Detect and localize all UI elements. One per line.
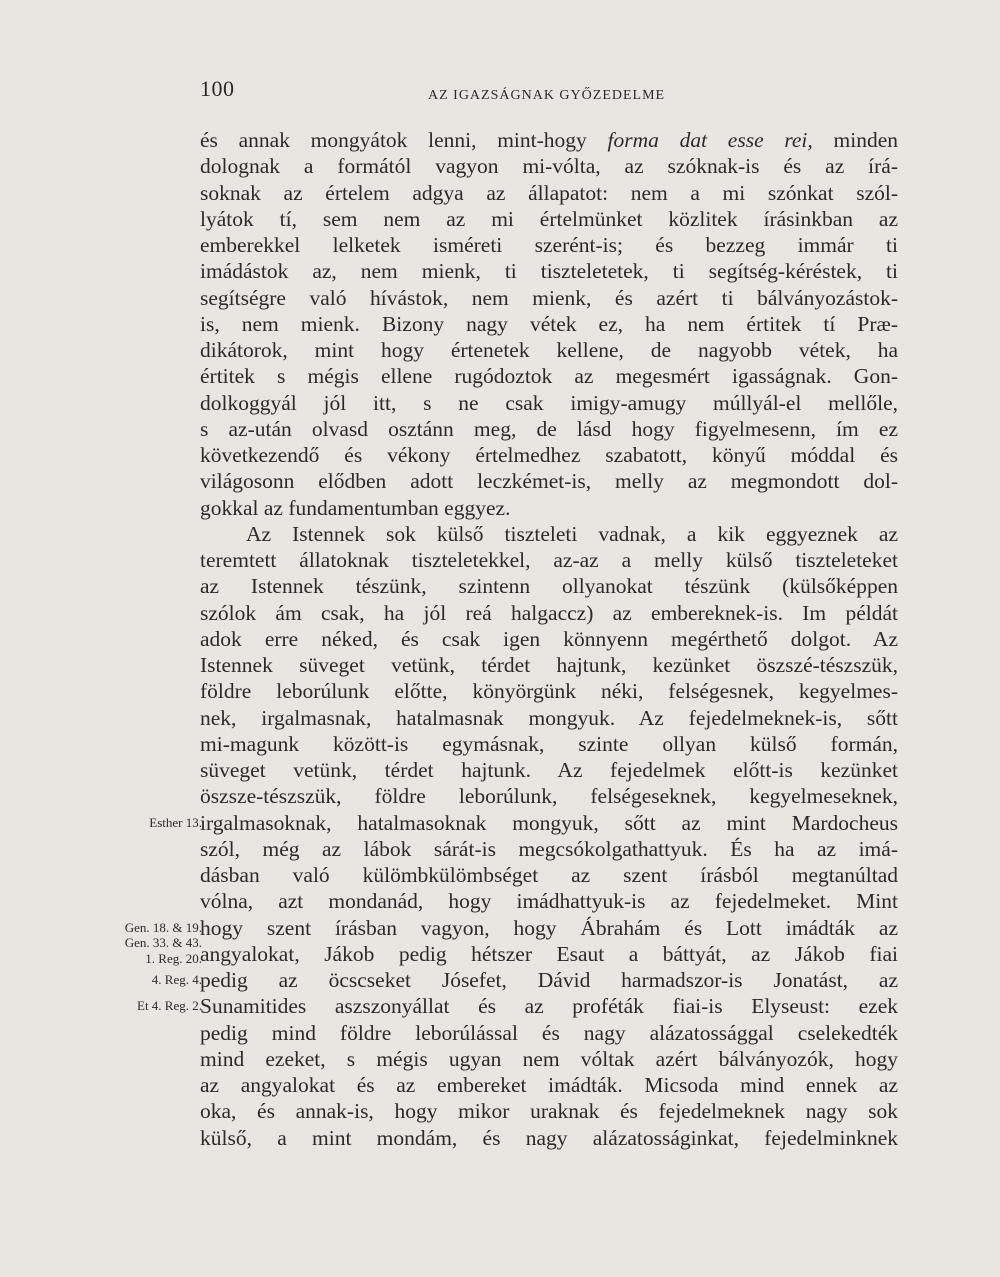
text-line: pedig mind földre leborúlással és nagy alázatossággal cselekedték	[200, 1020, 898, 1045]
text-line: az angyalokat és az embereket imádták. Micsoda mind ennek az	[200, 1073, 898, 1097]
text-line: oka, és annak-is, hogy mikor uraknak és fejedelmeknek nagy sok	[200, 1099, 898, 1124]
text-segment: és annak mongyátok lenni, mint-hogy	[200, 128, 608, 152]
margin-reference: 1. Reg. 20.	[145, 951, 202, 966]
text-line: irgalmasoknak, hatalmasoknak mongyuk, sőtt az mint Mardocheus	[200, 810, 898, 835]
text-line: Istennek süveget vetünk, térdet hajtunk, kezünket öszszé-tészszük,	[200, 653, 898, 677]
text-line: Sunamitides aszszonyállat és az proféták fiai-is Elyseust: ezek	[200, 994, 898, 1019]
text-line: külső, a mint mondám, és nagy alázatosságinkat, fejedelminknek	[200, 1125, 898, 1150]
text-line: értitek s mégis ellene rugódoztok az megesmért igasságnak. Gon-	[200, 364, 898, 389]
page-number: 100	[200, 76, 235, 101]
latin-phrase: forma dat esse rei,	[607, 128, 813, 152]
text-line: mi-magunk között-is egymásnak, szinte ollyan külső formán,	[200, 731, 898, 756]
text-line: teremtett állatoknak tiszteletekkel, az-az a melly külső tiszteleteket	[200, 548, 898, 572]
running-title: AZ IGAZSÁGNAK GYŐZEDELME	[428, 88, 666, 103]
text-line: soknak az értelem adgya az állapatot: nem a mi szónkat szól-	[200, 180, 898, 205]
text-line: dikátorok, mint hogy értenetek kellene, de nagyobb vétek, ha	[200, 338, 898, 362]
text-segment: minden	[812, 128, 898, 152]
text-line: mind ezeket, s mégis ugyan nem vóltak azért bálványozók, hogy	[200, 1046, 898, 1071]
text-line: gokkal az fundamentumban eggyez.	[200, 495, 511, 520]
text-line: adok erre néked, és csak igen könnyenn megérthető dolgot. Az	[200, 626, 898, 651]
text-line: dolognak a formától vagyon mi-vólta, az szóknak-is és az írá-	[200, 154, 898, 179]
text-line: dásban való külömbkülömbséget az szent írásból megtanúltad	[200, 863, 898, 887]
text-line: süveget vetünk, térdet hajtunk. Az fejedelmek előtt-is kezünket	[200, 758, 898, 782]
text-line: is, nem mienk. Bizony nagy vétek ez, ha nem értitek tí Præ-	[200, 311, 898, 336]
text-line: az Istennek tészünk, szintenn ollyanokat tészünk (külsőképpen	[200, 574, 898, 599]
text-line	[200, 127, 898, 153]
text-line: emberekkel lelketek isméreti szerént-is; és bezzeg immár ti	[200, 233, 898, 257]
text-line: nek, irgalmasnak, hatalmasnak mongyuk. Az fejedelmeknek-is, sőtt	[200, 705, 898, 730]
margin-reference: Gen. 18. & 19.	[124, 919, 202, 935]
text-line: s az-után olvasd osztánn meg, de lásd hogy figyelmesenn, ím ez	[200, 416, 898, 441]
text-line: szólok ám csak, ha jól reá halgaccz) az embereknek-is. Im példát	[200, 600, 898, 625]
text-line: szól, még az lábok sárát-is megcsókolgathattyuk. És ha az imá-	[200, 836, 898, 861]
text-line: lyátok tí, sem nem az mi értelmünket közlitek írásinkban az	[200, 206, 898, 231]
text-line: öszsze-tészszük, földre leborúlunk, felségeseknek, kegyelmeseknek,	[200, 784, 898, 809]
text-line: dolkoggyál jól itt, s ne csak imigy-amugy múllyál-el mellőle,	[200, 390, 898, 415]
body-text	[200, 127, 898, 1151]
text-line: vólna, azt mondanád, hogy imádhattyuk-is az fejedelmeket. Mint	[200, 889, 898, 914]
text-line: segítségre való hívástok, nem mienk, és azért ti bálványozástok-	[200, 285, 898, 310]
text-line: világosonn elődben adott leczkémet-is, melly az megmondott dol-	[200, 469, 898, 494]
text-line: pedig az öcscseket Jósefet, Dávid harmadszor-is Jonatást, az	[200, 968, 898, 992]
margin-reference: Gen. 33. & 43.	[124, 935, 202, 951]
text-line: imádástok az, nem mienk, ti tiszteletetek, ti segítség-kéréstek, ti	[200, 259, 898, 284]
margin-reference: Esther 13.	[149, 814, 202, 830]
margin-reference: 4. Reg. 4.	[151, 972, 202, 987]
text-line: következendő és vékony értelmedhez szabatott, könyű móddal és	[200, 443, 898, 467]
margin-reference: Et 4. Reg. 2.	[137, 998, 202, 1014]
text-line: angyalokat, Jákob pedig hétszer Esaut a báttyát, az Jákob fiai	[200, 941, 898, 966]
text-line: hogy szent írásban vagyon, hogy Ábrahám és Lott imádták az	[200, 915, 898, 940]
text-line: Az Istennek sok külső tiszteleti vadnak, a kik eggyeznek az	[246, 521, 898, 546]
text-line: földre leborúlunk előtte, könyörgünk néki, felségesnek, kegyelmes-	[200, 679, 898, 704]
